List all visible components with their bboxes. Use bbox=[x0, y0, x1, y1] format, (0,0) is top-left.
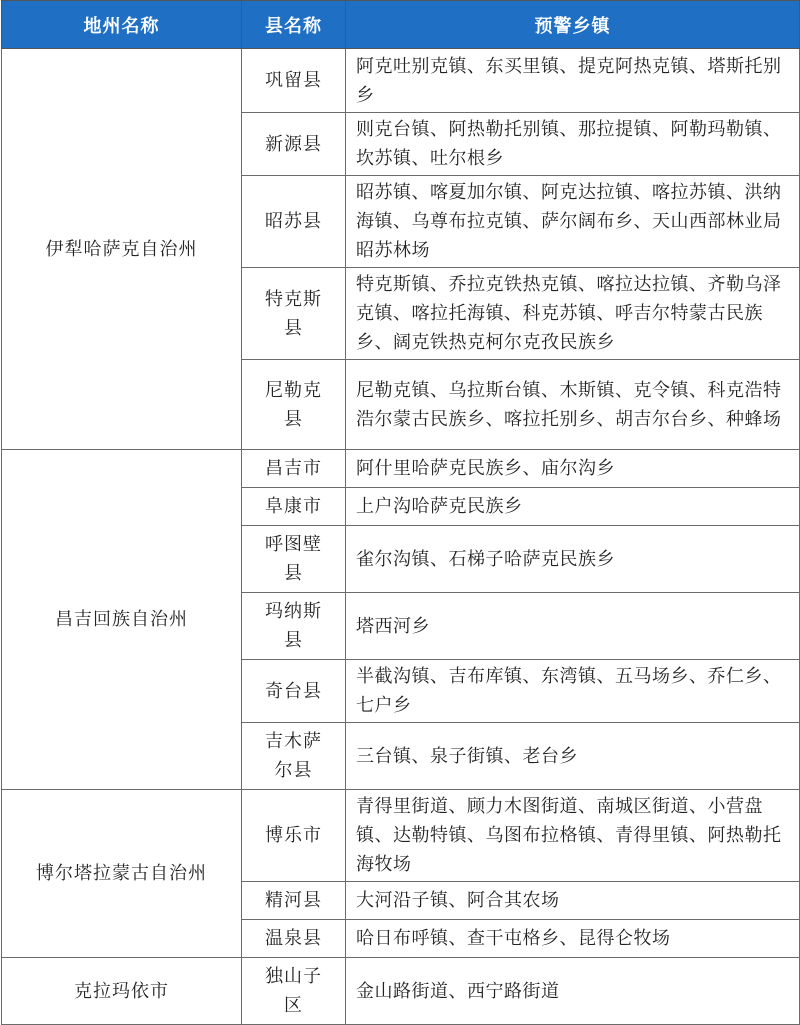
county-cell: 独山子区 bbox=[242, 958, 346, 1025]
county-cell: 尼勒克县 bbox=[242, 360, 346, 450]
county-cell: 新源县 bbox=[242, 113, 346, 176]
county-cell: 吉木萨尔县 bbox=[242, 723, 346, 790]
table-row bbox=[2, 790, 800, 882]
towns-cell: 哈日布呼镇、查干屯格乡、昆得仑牧场 bbox=[346, 920, 800, 958]
county-cell: 精河县 bbox=[242, 882, 346, 920]
prefecture-cell: 博尔塔拉蒙古自治州 bbox=[2, 790, 242, 958]
prefecture-cell: 伊犁哈萨克自治州 bbox=[2, 49, 242, 450]
county-cell: 巩留县 bbox=[242, 49, 346, 113]
table-row bbox=[2, 49, 800, 113]
county-cell: 特克斯县 bbox=[242, 268, 346, 360]
towns-cell: 大河沿子镇、阿合其农场 bbox=[346, 882, 800, 920]
prefecture-cell: 昌吉回族自治州 bbox=[2, 450, 242, 790]
table-row bbox=[2, 450, 800, 488]
towns-cell: 塔西河乡 bbox=[346, 593, 800, 660]
county-cell: 昭苏县 bbox=[242, 176, 346, 268]
header-towns: 预警乡镇 bbox=[346, 1, 800, 49]
county-cell: 奇台县 bbox=[242, 660, 346, 723]
county-cell: 昌吉市 bbox=[242, 450, 346, 488]
towns-cell: 青得里街道、顾力木图街道、南城区街道、小营盘镇、达勒特镇、乌图布拉格镇、青得里镇、阿热勒托海牧场 bbox=[346, 790, 800, 882]
table-header-row bbox=[2, 1, 800, 49]
towns-cell: 半截沟镇、吉布库镇、东湾镇、五马场乡、乔仁乡、七户乡 bbox=[346, 660, 800, 723]
prefecture-cell: 克拉玛依市 bbox=[2, 958, 242, 1025]
county-cell: 呼图壁县 bbox=[242, 526, 346, 593]
county-cell: 阜康市 bbox=[242, 488, 346, 526]
towns-cell: 则克台镇、阿热勒托别镇、那拉提镇、阿勒玛勒镇、坎苏镇、吐尔根乡 bbox=[346, 113, 800, 176]
header-county: 县名称 bbox=[242, 1, 346, 49]
header-prefecture: 地州名称 bbox=[2, 1, 242, 49]
county-cell: 博乐市 bbox=[242, 790, 346, 882]
table-row bbox=[2, 958, 800, 1025]
towns-cell: 金山路街道、西宁路街道 bbox=[346, 958, 800, 1025]
warning-table bbox=[1, 0, 800, 1025]
towns-cell: 阿克吐别克镇、东买里镇、提克阿热克镇、塔斯托别乡 bbox=[346, 49, 800, 113]
county-cell: 玛纳斯县 bbox=[242, 593, 346, 660]
towns-cell: 尼勒克镇、乌拉斯台镇、木斯镇、克令镇、科克浩特浩尔蒙古民族乡、喀拉托别乡、胡吉尔台乡、种蜂场 bbox=[346, 360, 800, 450]
towns-cell: 阿什里哈萨克民族乡、庙尔沟乡 bbox=[346, 450, 800, 488]
towns-cell: 特克斯镇、乔拉克铁热克镇、喀拉达拉镇、齐勒乌泽克镇、喀拉托海镇、科克苏镇、呼吉尔特蒙古民族乡、阔克铁热克柯尔克孜民族乡 bbox=[346, 268, 800, 360]
towns-cell: 昭苏镇、喀夏加尔镇、阿克达拉镇、喀拉苏镇、洪纳海镇、乌尊布拉克镇、萨尔阔布乡、天山西部林业局昭苏林场 bbox=[346, 176, 800, 268]
towns-cell: 三台镇、泉子街镇、老台乡 bbox=[346, 723, 800, 790]
county-cell: 温泉县 bbox=[242, 920, 346, 958]
towns-cell: 上户沟哈萨克民族乡 bbox=[346, 488, 800, 526]
towns-cell: 雀尔沟镇、石梯子哈萨克民族乡 bbox=[346, 526, 800, 593]
